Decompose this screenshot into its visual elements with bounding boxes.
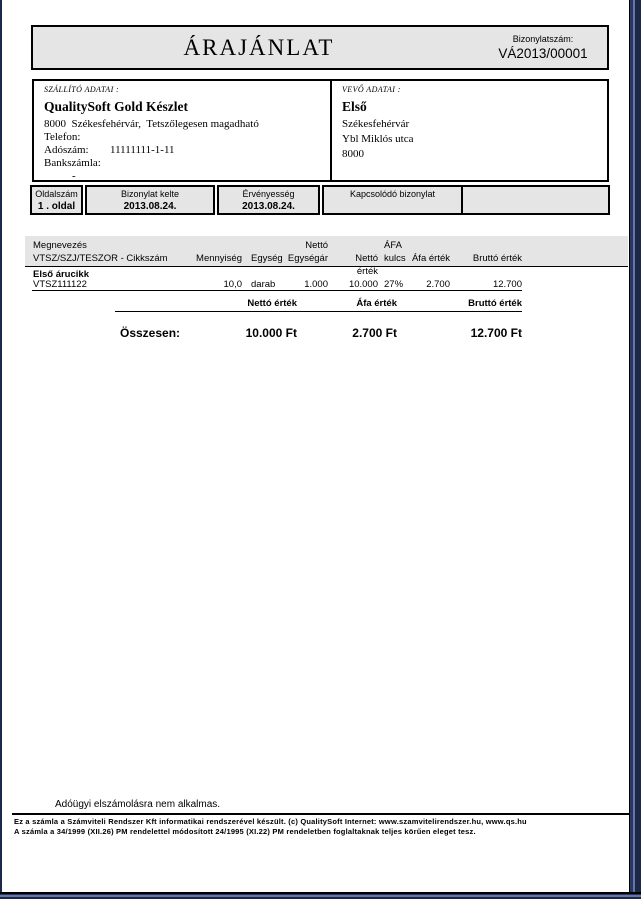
supplier-tax-label: Adószám: [44, 144, 89, 156]
footer-separator-line [12, 813, 630, 815]
related-document-box [322, 185, 610, 215]
supplier-phone-label: Telefon: [44, 131, 81, 143]
parties-box [32, 79, 609, 182]
col-name-line2: VTSZ/SZJ/TESZOR - Cikkszám [33, 253, 168, 264]
col-gross-value: Bruttó érték [472, 253, 522, 264]
item-vat-value: 2.700 [426, 279, 450, 290]
col-quantity: Mennyiség [196, 253, 242, 264]
related-document-label: Kapcsolódó bizonylat [349, 189, 436, 199]
window-frame-right [629, 0, 641, 899]
item-gross-value: 12.700 [492, 279, 522, 290]
totals-net-label: Nettó érték [247, 298, 297, 309]
buyer-city: Székesfehérvár [342, 118, 410, 130]
footer-line1: Ez a számla a Számviteli Rendszer Kft informatikai rendszerével készült. (c) QualitySoft Internet: www.szamvitelirendszer.hu, www.qs.hu [14, 817, 527, 826]
totals-separator-line [115, 311, 522, 312]
supplier-section [34, 81, 332, 180]
totals-gross-value: 12.700 Ft [470, 326, 522, 340]
table-row [25, 279, 628, 290]
col-net-value: Nettó érték [355, 253, 378, 277]
col-unit-price-line2: Egységár [287, 253, 328, 264]
supplier-bank-label: Bankszámla: [44, 157, 101, 169]
info-row [30, 185, 610, 215]
item-vat-rate: 27% [384, 279, 404, 290]
tax-notice: Adóügyi elszámolásra nem alkalmas. [55, 799, 221, 810]
totals-caption: Összesen: [120, 326, 181, 340]
totals-vat-label: Áfa érték [356, 298, 397, 309]
page-number-value: 1 . oldal [37, 201, 76, 212]
document-number-value: VÁ2013/00001 [498, 46, 588, 61]
page-number-box [30, 185, 83, 215]
buyer-section-label: VEVŐ ADATAI : [342, 85, 401, 94]
supplier-address: 8000 Székesfehérvár, Tetszőlegesen magadható [44, 118, 259, 130]
item-quantity: 10,0 [223, 279, 242, 290]
issue-date-label: Bizonylat kelte [120, 189, 180, 199]
footer-line2: A számla a 34/1999 (XII.26) PM rendelettel módosított 24/1995 (XI.22) PM rendeletben foglaltaknak teljes körűen eleget tesz. [14, 827, 476, 836]
item-unit-price: 1.000 [304, 279, 328, 290]
supplier-tax-number: 11111111-1-11 [110, 144, 175, 156]
validity-value: 2013.08.24. [242, 201, 295, 212]
document-title: ÁRAJÁNLAT [183, 34, 335, 60]
item-group-label: Első árucikk [33, 269, 89, 280]
window-frame-bottom [0, 892, 641, 899]
validity-label: Érvényesség [242, 189, 295, 199]
document-header [31, 25, 609, 70]
col-vat-value: Áfa érték [411, 253, 450, 264]
totals-vat-value: 2.700 Ft [352, 326, 397, 340]
buyer-section [332, 81, 607, 180]
buyer-zip: 8000 [342, 148, 364, 160]
supplier-section-label: SZÁLLÍTÓ ADATAI : [44, 85, 120, 94]
issue-date-box [85, 185, 215, 215]
item-code: VTSZ111122 [33, 279, 87, 290]
supplier-bank-value: - [72, 170, 76, 182]
validity-box [217, 185, 320, 215]
totals-net-value: 10.000 Ft [245, 326, 297, 340]
issue-date-value: 2013.08.24. [123, 201, 177, 212]
col-unit-price-line1: Nettó [305, 240, 328, 251]
window-frame-left [0, 0, 3, 899]
col-unit: Egység [251, 253, 283, 264]
col-vat-rate-line1: ÁFA [384, 240, 402, 251]
item-unit: darab [251, 279, 276, 290]
item-net-value: 10.000 [348, 279, 378, 290]
buyer-street: Ybl Miklós utca [342, 133, 414, 145]
col-name-line1: Megnevezés [33, 240, 87, 251]
col-vat-rate-line2: kulcs [384, 253, 406, 264]
buyer-name: Első [342, 99, 367, 114]
page-number-label: Oldalszám [35, 189, 78, 199]
totals-gross-label: Bruttó érték [468, 298, 522, 309]
document-number-label: Bizonylatszám: [512, 34, 574, 44]
supplier-name: QualitySoft Gold Készlet [44, 99, 188, 114]
document-number-block [485, 27, 607, 68]
items-separator-line [32, 290, 522, 291]
